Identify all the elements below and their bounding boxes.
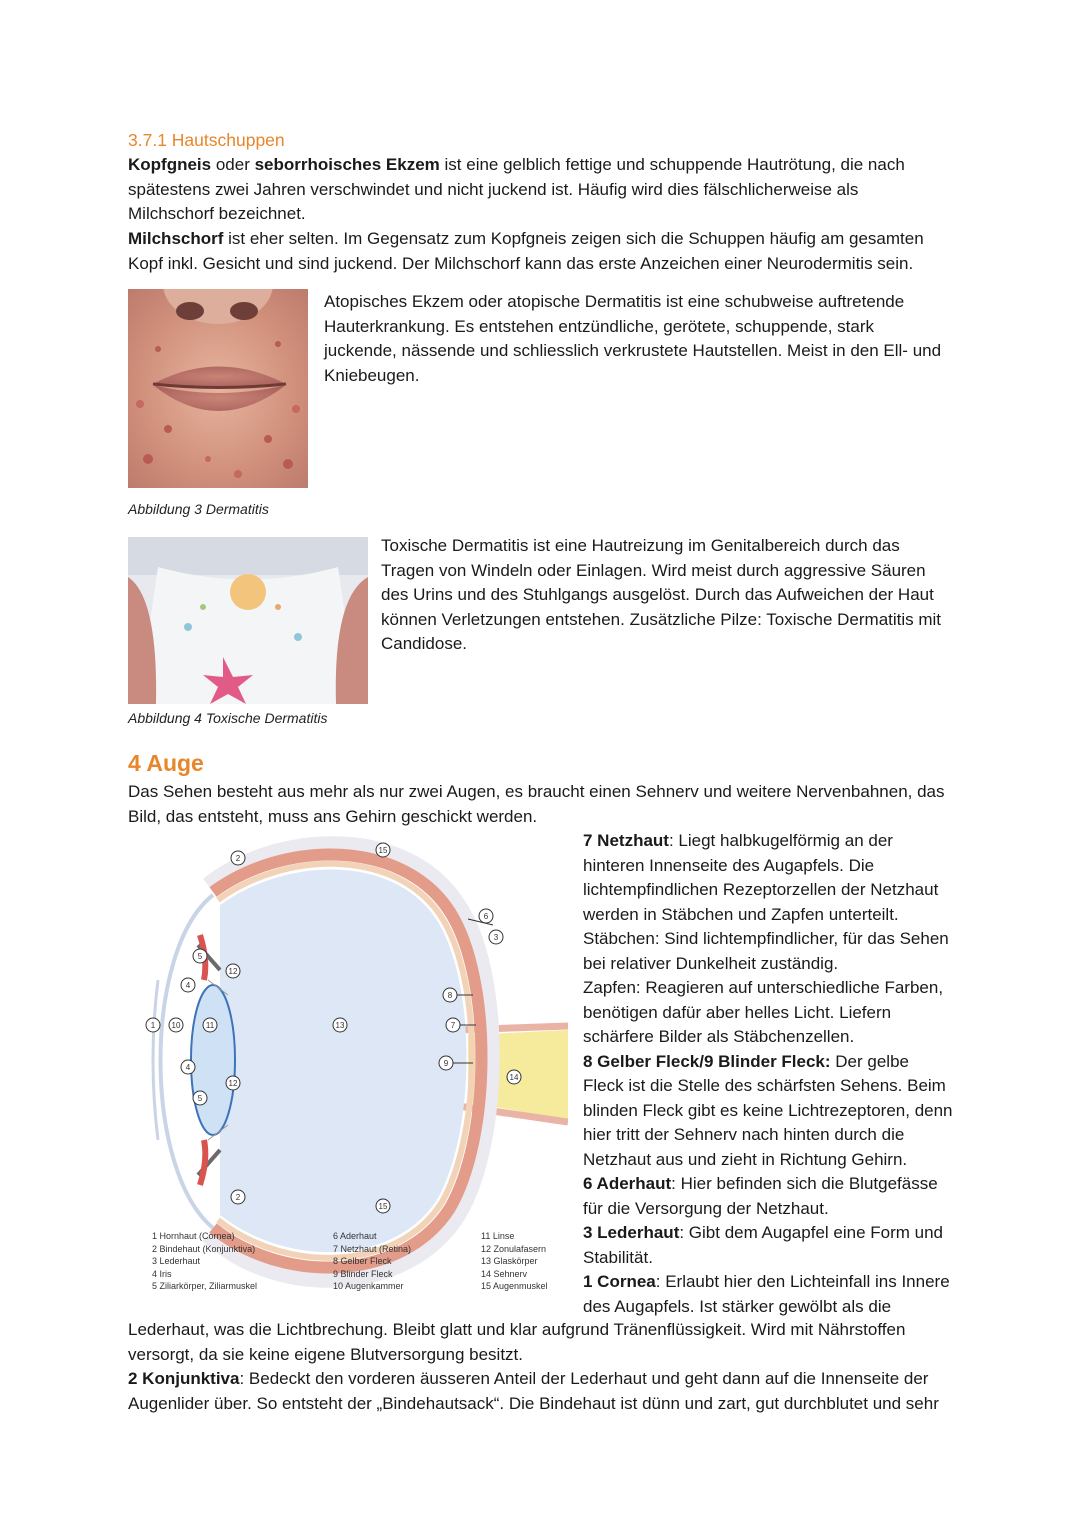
legend-item: 10 Augenkammer: [333, 1281, 404, 1291]
diagram-label-12-bottom: [226, 1076, 240, 1090]
svg-text:1: 1: [150, 1021, 156, 1030]
paragraph-staebchen: Stäbchen: Sind lichtempfindlicher, für das Sehen bei relativer Dunkelheit zuständig.: [583, 929, 949, 973]
legend-item: 7 Netzhaut (Retina): [333, 1243, 412, 1254]
paragraph-toxische-dermatitis: Toxische Dermatitis ist eine Hautreizung im Genitalbereich durch das Tragen von Windeln oder Einlagen. Wird meist durch aggressive Säuren des Urins und des Stuhlgangs ausgelöst. Durch das Aufweichen der Haut können Verletzungen entstehen. Zusätzliche Pilze: Toxische Dermatitis mit Candidose.: [381, 536, 942, 653]
paragraph-aderhaut: [583, 1172, 953, 1221]
legend-item: 2 Bindehaut (Konjunktiva): [152, 1243, 256, 1254]
svg-text:2: 2: [235, 1193, 241, 1202]
svg-text:8: 8: [447, 991, 453, 1000]
paragraph-lederhaut: [583, 1221, 953, 1270]
paragraph-netzhaut: [583, 829, 953, 927]
paragraph-kopfgneis: [128, 153, 938, 227]
dermatitis-photo: [128, 289, 308, 488]
svg-text:15: 15: [378, 1202, 388, 1211]
diagram-label-7: [446, 1018, 460, 1032]
svg-text:14: 14: [509, 1073, 519, 1082]
diagram-legend-col2: [333, 1230, 473, 1293]
text-fragment: ist eine gelblich fettige und schuppende Hautrötung, die nach spätestens zwei Jahren verschwindet und nicht juckend ist. Häufig wird dies fälschlicherweise als Milchschorf bezeichnet.: [128, 155, 905, 223]
svg-text:13: 13: [335, 1021, 345, 1030]
svg-text:12: 12: [228, 967, 238, 976]
diagram-label-13: [333, 1018, 347, 1032]
term-konjunktiva: 2 Konjunktiva: [128, 1369, 240, 1388]
diagram-label-11: [203, 1018, 217, 1032]
paragraph-fleck: [583, 1050, 953, 1173]
diagram-label-10: [169, 1018, 183, 1032]
term-kopfgneis: Kopfgneis: [128, 155, 212, 174]
svg-text:12: 12: [228, 1079, 238, 1088]
diagram-legend-col3: [481, 1230, 581, 1293]
dermatitis-photo-drawing: [128, 289, 308, 488]
diagram-legend-col1: [152, 1230, 332, 1293]
term-fleck: 8 Gelber Fleck/9 Blinder Fleck:: [583, 1051, 831, 1071]
svg-text:5: 5: [197, 952, 203, 961]
diagram-label-3: [489, 930, 503, 944]
term-aderhaut: 6 Aderhaut: [583, 1174, 672, 1193]
legend-item: 5 Ziliarkörper, Ziliarmuskel: [152, 1281, 258, 1291]
figure-caption-4: Abbildung 4 Toxische Dermatitis: [128, 710, 328, 726]
text-fragment: oder: [211, 155, 255, 174]
legend-item: 14 Sehnerv: [481, 1268, 528, 1279]
diagram-label-14: [507, 1070, 521, 1084]
paragraph-atopisches-ekzem: Atopisches Ekzem oder atopische Dermatitis ist eine schubweise auftretende Hauterkrankung. Es entstehen entzündliche, gerötete, schuppende, stark juckende, nässende und schliesslich verkrustete Hautstellen. Meist in den Ell- und Kniebeugen.: [324, 292, 942, 385]
section-heading-auge: 4 Auge: [128, 750, 204, 776]
paragraph-cornea: [583, 1270, 953, 1319]
legend-item: 15 Augenmuskel: [481, 1281, 548, 1291]
text-fragment: Der gelbe Fleck ist die Stelle des schärfsten Sehens. Beim blinden Fleck gibt es keine Lichtrezeptoren, denn hier tritt der Sehnerv nach hinten durch die Netzhaut aus und zieht in Richtung Gehirn.: [583, 1051, 953, 1169]
svg-text:10: 10: [171, 1021, 181, 1030]
diagram-label-15-top: [376, 843, 390, 857]
legend-item: 9 Blinder Fleck: [333, 1268, 393, 1279]
term-netzhaut: 7 Netzhaut: [583, 831, 669, 850]
eye-description-column: [583, 829, 953, 1319]
text-fragment: : Gibt dem Augapfel eine Form und Stabilität.: [583, 1223, 944, 1267]
paragraph-konjunktiva: [128, 1367, 958, 1416]
svg-text:15: 15: [378, 846, 388, 855]
term-milchschorf: Milchschorf: [128, 229, 224, 248]
diagram-label-9: [439, 1056, 453, 1070]
paragraph-zapfen: Zapfen: Reagieren auf unterschiedliche Farben, benötigen dafür aber helles Licht. Liefern schärfere Bilder als Stäbchenzellen.: [583, 978, 944, 1046]
diagram-label-2-bottom: [231, 1190, 245, 1204]
legend-item: 3 Lederhaut: [152, 1256, 201, 1266]
term-seborrhoisches-ekzem: seborrhoisches Ekzem: [254, 155, 440, 174]
legend-item: 13 Glaskörper: [481, 1256, 538, 1266]
diagram-label-2-top: [231, 851, 245, 865]
diagram-label-6: [479, 909, 493, 923]
legend-item: 8 Gelber Fleck: [333, 1256, 392, 1266]
diagram-label-8: [443, 988, 457, 1002]
text-fragment: : Erlaubt hier den Lichteinfall ins Innere des Augapfels. Ist stärker gewölbt als die: [583, 1272, 950, 1316]
svg-text:7: 7: [450, 1021, 456, 1030]
diagram-label-5-bottom: [193, 1091, 207, 1105]
diagram-label-1: [146, 1018, 160, 1032]
svg-text:4: 4: [185, 981, 191, 990]
section-heading-371: 3.7.1 Hautschuppen: [128, 130, 285, 150]
paragraph-cornea-continued: Lederhaut, was die Lichtbrechung. Bleibt glatt und klar aufgrund Tränenflüssigkeit. Wird mit Nährstoffen versorgt, da sie keine eigene Blutversorgung besitzt.: [128, 1320, 906, 1364]
toxic-dermatitis-photo: [128, 537, 368, 704]
svg-text:6: 6: [483, 912, 489, 921]
legend-item: 12 Zonulafasern: [481, 1243, 547, 1254]
svg-text:5: 5: [197, 1094, 203, 1103]
legend-item: 4 Iris: [152, 1268, 172, 1279]
text-fragment: : Bedeckt den vorderen äusseren Anteil der Lederhaut und geht dann auf die Innenseite der Augenlider über. So entsteht der „Bindehautsack“. Die Bindehaut ist dünn und zart, gut durchblutet und sehr: [128, 1369, 939, 1413]
legend-item: 11 Linse: [481, 1231, 515, 1241]
diagram-label-5-top: [193, 949, 207, 963]
svg-text:2: 2: [235, 854, 241, 863]
diagram-label-15-bottom: [376, 1199, 390, 1213]
svg-text:3: 3: [493, 933, 499, 942]
diagram-label-4-bottom: [181, 1060, 195, 1074]
paragraph-auge-intro: Das Sehen besteht aus mehr als nur zwei Augen, es braucht einen Sehnerv und weitere Nervenbahnen, das Bild, das entsteht, muss ans Gehirn geschickt werden.: [128, 782, 945, 826]
text-fragment: ist eher selten. Im Gegensatz zum Kopfgneis zeigen sich die Schuppen häufig am gesamten Kopf inkl. Gesicht und sind juckend. Der Milchschorf kann das erste Anzeichen einer Neurodermitis sein.: [128, 229, 924, 273]
svg-text:11: 11: [205, 1021, 215, 1030]
legend-item: 1 Hornhaut (Cornea): [152, 1231, 235, 1241]
svg-text:4: 4: [185, 1063, 191, 1072]
term-lederhaut: 3 Lederhaut: [583, 1223, 680, 1242]
figure-caption-3: Abbildung 3 Dermatitis: [128, 501, 269, 517]
legend-item: 6 Aderhaut: [333, 1231, 377, 1241]
text-fragment: : Liegt halbkugelförmig an der hinteren Innenseite des Augapfels. Die lichtempfindlichen Rezeptorzellen der Netzhaut werden in Stäbchen und Zapfen unterteilt.: [583, 831, 939, 924]
text-fragment: : Hier befinden sich die Blutgefässe für die Versorgung der Netzhaut.: [583, 1174, 938, 1218]
toxic-dermatitis-photo-drawing: [128, 537, 368, 704]
diagram-label-4-top: [181, 978, 195, 992]
term-cornea: 1 Cornea: [583, 1272, 656, 1291]
paragraph-milchschorf: [128, 227, 948, 276]
diagram-label-12-top: [226, 964, 240, 978]
svg-text:9: 9: [443, 1059, 449, 1068]
